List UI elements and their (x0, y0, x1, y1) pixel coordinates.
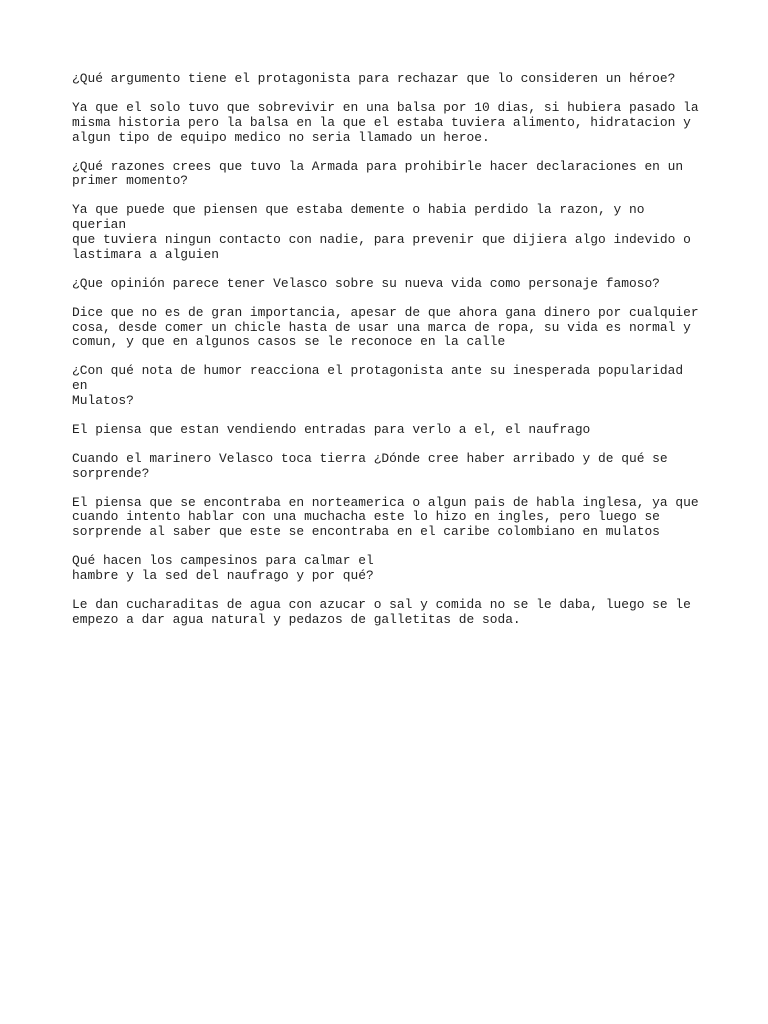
answer-3: Dice que no es de gran importancia, apesar de que ahora gana dinero por cualquier cosa, desde comer un chicle hasta de usar una marca de ropa, su vida es normal y comun, y que en algunos casos se le reconoce en la calle (72, 304, 699, 350)
question-4: ¿Con qué nota de humor reacciona el protagonista ante su inesperada popularidad en Mulatos? (72, 363, 684, 408)
answer-5: El piensa que se encontraba en norteamerica o algun pais de habla inglesa, ya que cuando intento hablar con una muchacha este lo hizo en ingles, pero luego se sorprende al saber que este se encontraba en el caribe colombiano en mulatos (72, 494, 699, 540)
question-6: Qué hacen los campesinos para calmar el hambre y la sed del naufrago y por qué? (72, 553, 374, 583)
answer-1: Ya que el solo tuvo que sobrevivir en una balsa por 10 dias, si hubiera pasado la misma historia pero la balsa en la que el estaba tuviera alimento, hidratacion y algun tipo de equipo medico no seria llamado un heroe. (72, 99, 699, 145)
question-1: ¿Qué argumento tiene el protagonista para rechazar que lo consideren un héroe? (72, 71, 676, 86)
question-3: ¿Que opinión parece tener Velasco sobre su nueva vida como personaje famoso? (72, 275, 660, 291)
answer-4: El piensa que estan vendiendo entradas para verlo a el, el naufrago (72, 421, 591, 437)
document-page (72, 72, 702, 642)
question-5: Cuando el marinero Velasco toca tierra ¿Dónde cree haber arribado y de qué se sorprende? (72, 450, 668, 481)
answer-6: Le dan cucharaditas de agua con azucar o sal y comida no se le daba, luego se le empezo a dar agua natural y pedazos de galletitas de soda. (72, 596, 691, 627)
answer-2: Ya que puede que piensen que estaba demente o habia perdido la razon, y no querian que tuviera ningun contacto con nadie, para prevenir que dijiera algo indevido o lastimara a alguien (72, 202, 691, 262)
question-2: ¿Qué razones crees que tuvo la Armada para prohibirle hacer declaraciones en un primer momento? (72, 158, 684, 189)
